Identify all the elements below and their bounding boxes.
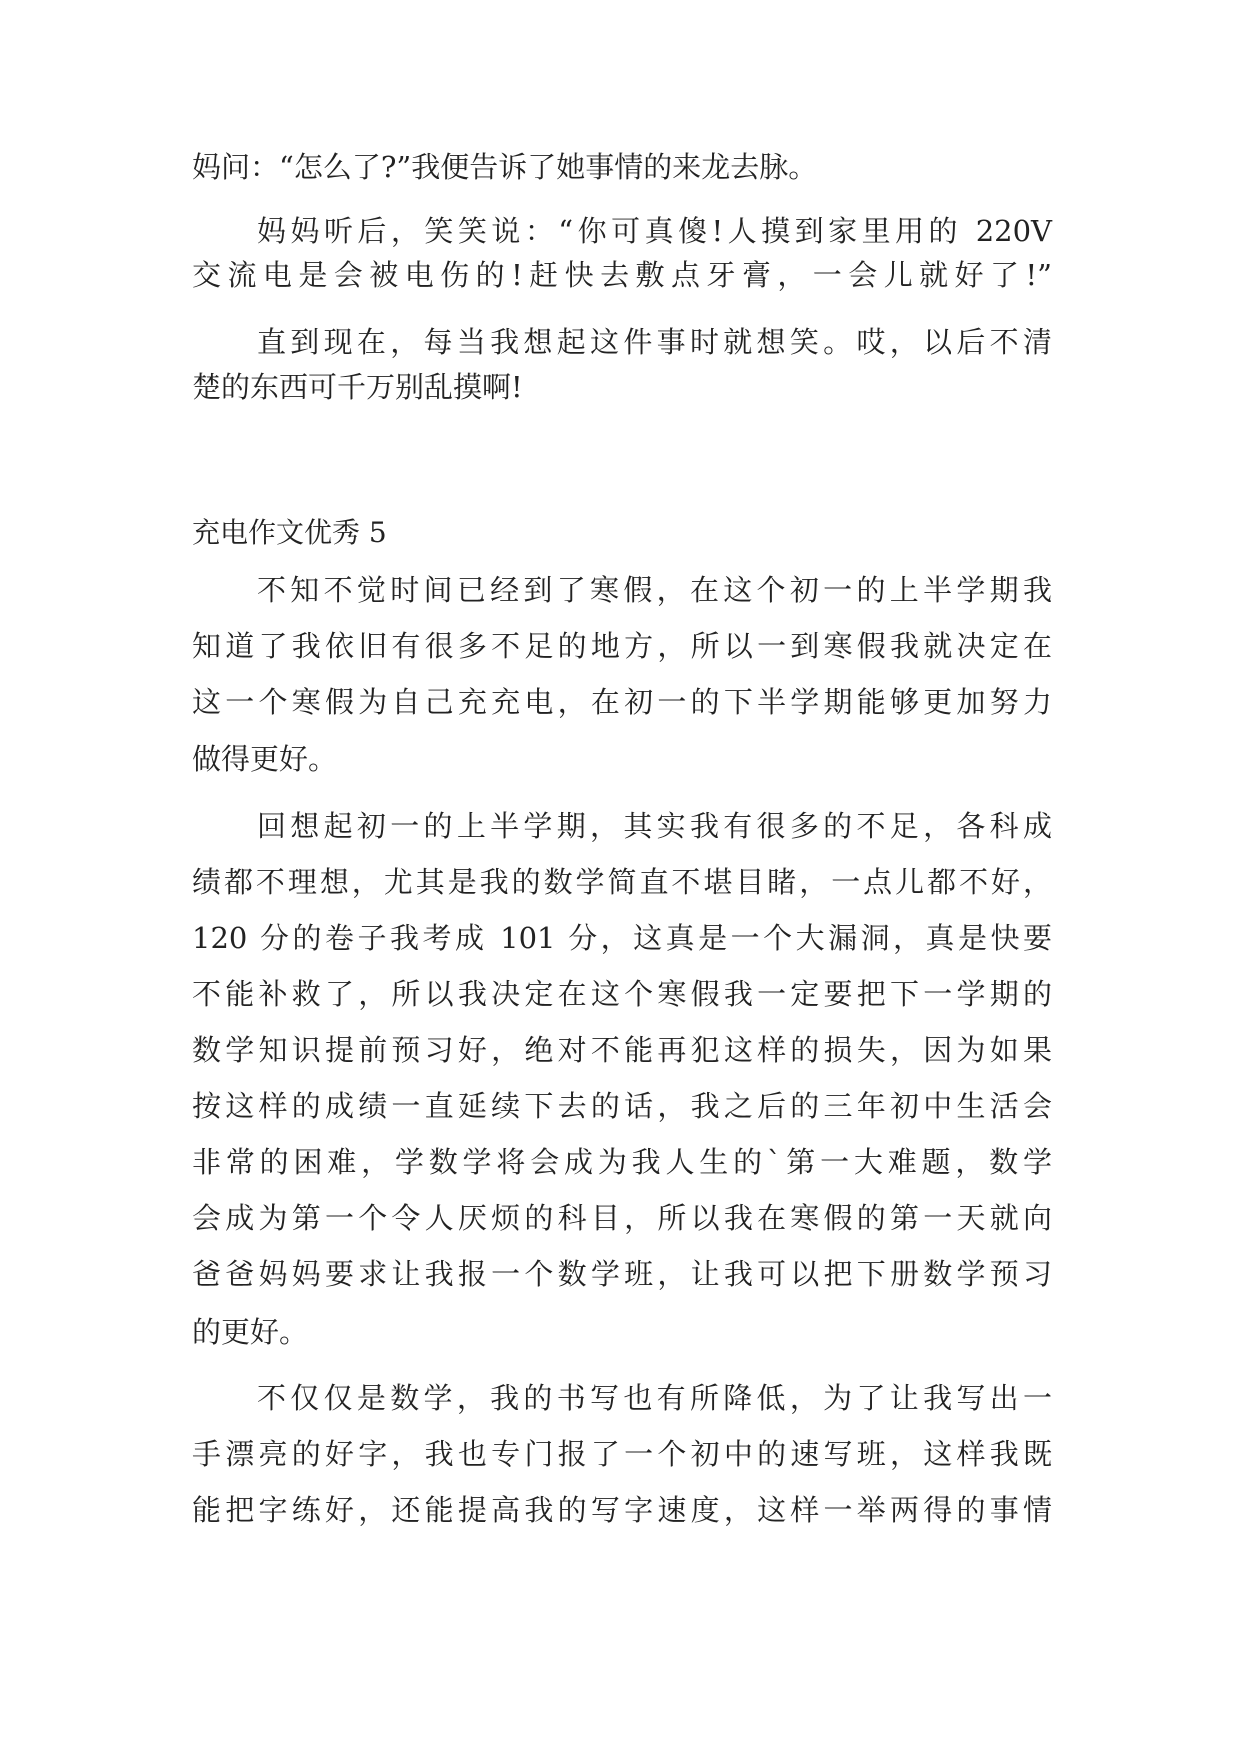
paragraph-line: 回想起初一的上半学期，其实我有很多的不足，各科成: [257, 809, 1052, 843]
paragraph-line: 知道了我依旧有很多不足的地方，所以一到寒假我就决定在: [192, 629, 1052, 663]
paragraph-line: 绩都不理想，尤其是我的数学简直不堪目睹，一点儿都不好，: [192, 865, 1052, 899]
paragraph-line: 按这样的成绩一直延续下去的话，我之后的三年初中生活会: [192, 1089, 1052, 1123]
paragraph-line: 不仅仅是数学，我的书写也有所降低，为了让我写出一: [257, 1381, 1052, 1415]
section-heading: 充电作文优秀 5: [192, 516, 387, 549]
paragraph-line: 不能补救了，所以我决定在这个寒假我一定要把下一学期的: [192, 977, 1052, 1011]
paragraph-line: 的更好。: [192, 1315, 309, 1349]
paragraph-line: 能把字练好，还能提高我的写字速度，这样一举两得的事情: [192, 1493, 1052, 1527]
paragraph-line: 爸爸妈妈要求让我报一个数学班，让我可以把下册数学预习: [192, 1257, 1052, 1291]
paragraph-line: 交流电是会被电伤的!赶快去敷点牙膏，一会儿就好了!”: [192, 258, 1052, 292]
paragraph-line: 会成为第一个令人厌烦的科目，所以我在寒假的第一天就向: [192, 1201, 1052, 1235]
paragraph-line: 非常的困难，学数学将会成为我人生的`第一大难题，数学: [192, 1145, 1052, 1179]
paragraph-line: 手漂亮的好字，我也专门报了一个初中的速写班，这样我既: [192, 1437, 1052, 1471]
paragraph-line: 这一个寒假为自己充充电，在初一的下半学期能够更加努力: [192, 685, 1052, 719]
paragraph-line: 直到现在，每当我想起这件事时就想笑。哎，以后不清: [257, 325, 1052, 359]
paragraph-line: 妈问：“怎么了?”我便告诉了她事情的来龙去脉。: [192, 150, 818, 184]
paragraph-line: 数学知识提前预习好，绝对不能再犯这样的损失，因为如果: [192, 1033, 1052, 1067]
paragraph-line: 不知不觉时间已经到了寒假，在这个初一的上半学期我: [257, 573, 1052, 607]
paragraph-line: 120 分的卷子我考成 101 分，这真是一个大漏洞，真是快要: [192, 921, 1052, 955]
paragraph-line: 楚的东西可千万别乱摸啊!: [192, 370, 523, 404]
paragraph-line: 妈妈听后，笑笑说：“你可真傻!人摸到家里用的 220V: [257, 214, 1052, 248]
paragraph-line: 做得更好。: [192, 742, 338, 776]
